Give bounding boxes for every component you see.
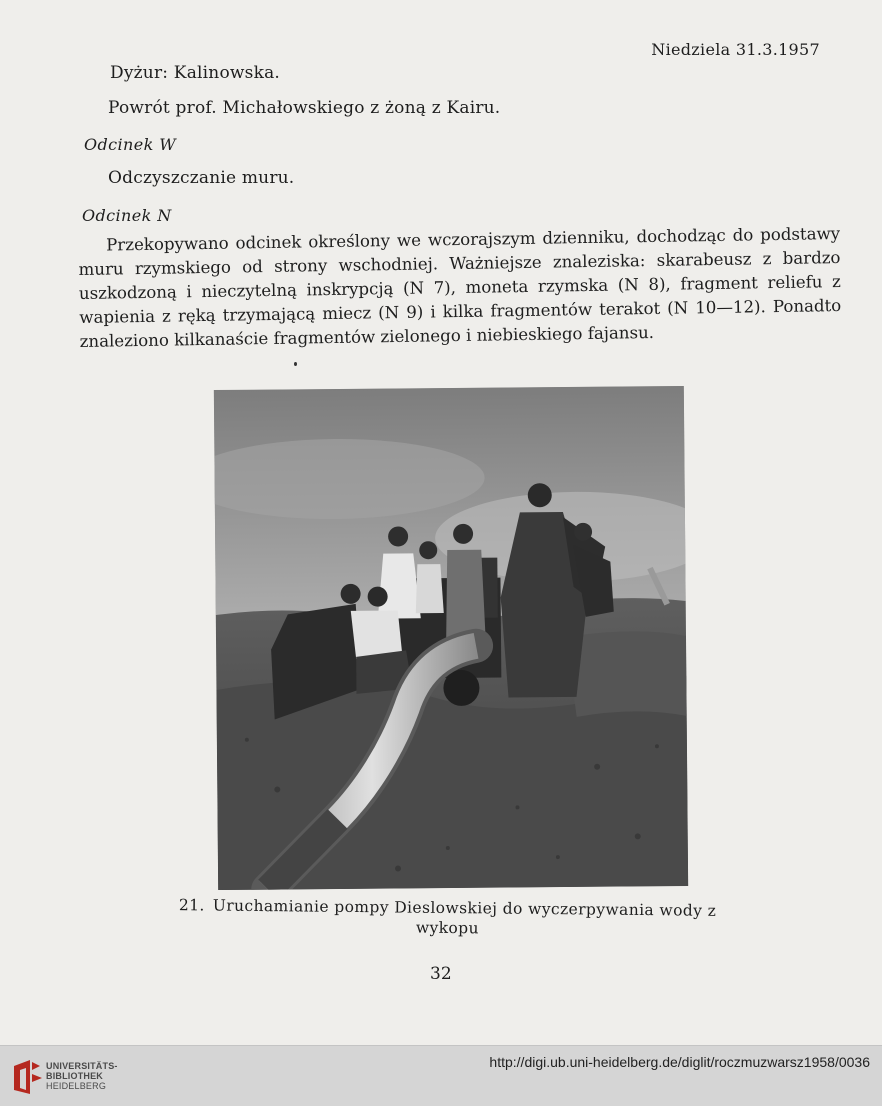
date-header: Niedziela 31.3.1957 [651,40,820,59]
figure-photo [214,386,688,890]
figure-number: 21. [178,896,205,915]
section-w-heading: Odcinek W [84,135,177,154]
library-name-line2: BIBLIOTHEK [46,1071,103,1081]
pump-scene-illustration [214,386,688,890]
library-name-line1: UNIVERSITÄTS- [46,1061,118,1071]
section-n-paragraph: Przekopywano odcinek określony we wczorajszym dzienniku, dochodząc do podstawy muru rzymskiego od strony wschodniej. Ważniejsze znaleziska: skarabeusz z bardzo uszkodzoną i nieczytelną inskrypcją (N 7), moneta rzymska (N 8), fragment reliefu z wapienia z ręką trzymającą miecz (N 9) i kilka fragmentów terakot (N 10—12). Ponadto znaleziono kilkanaście fragmentów zielonego i niebieskiego fajansu. [78,224,842,351]
figure-caption [160,895,735,941]
section-n-heading: Odcinek N [82,206,172,225]
page-number: 32 [430,964,452,984]
library-name-line3: HEIDELBERG [46,1081,107,1091]
figure-caption-text: Uruchamianie pompy Dieslowskiej do wyczerpywania wody z wykopu [212,896,717,938]
duty-line: Dyżur: Kalinowska. [110,63,281,83]
stray-mark [294,362,297,366]
return-note-line: Powrót prof. Michałowskiego z żoną z Kairu. [108,98,501,118]
library-name [46,1061,118,1091]
source-url-link[interactable]: http://digi.ub.uni-heidelberg.de/diglit/roczmuzwarsz1958/0036 [489,1054,870,1070]
library-footer [0,1045,882,1106]
section-w-text: Odczyszczanie muru. [108,168,295,188]
